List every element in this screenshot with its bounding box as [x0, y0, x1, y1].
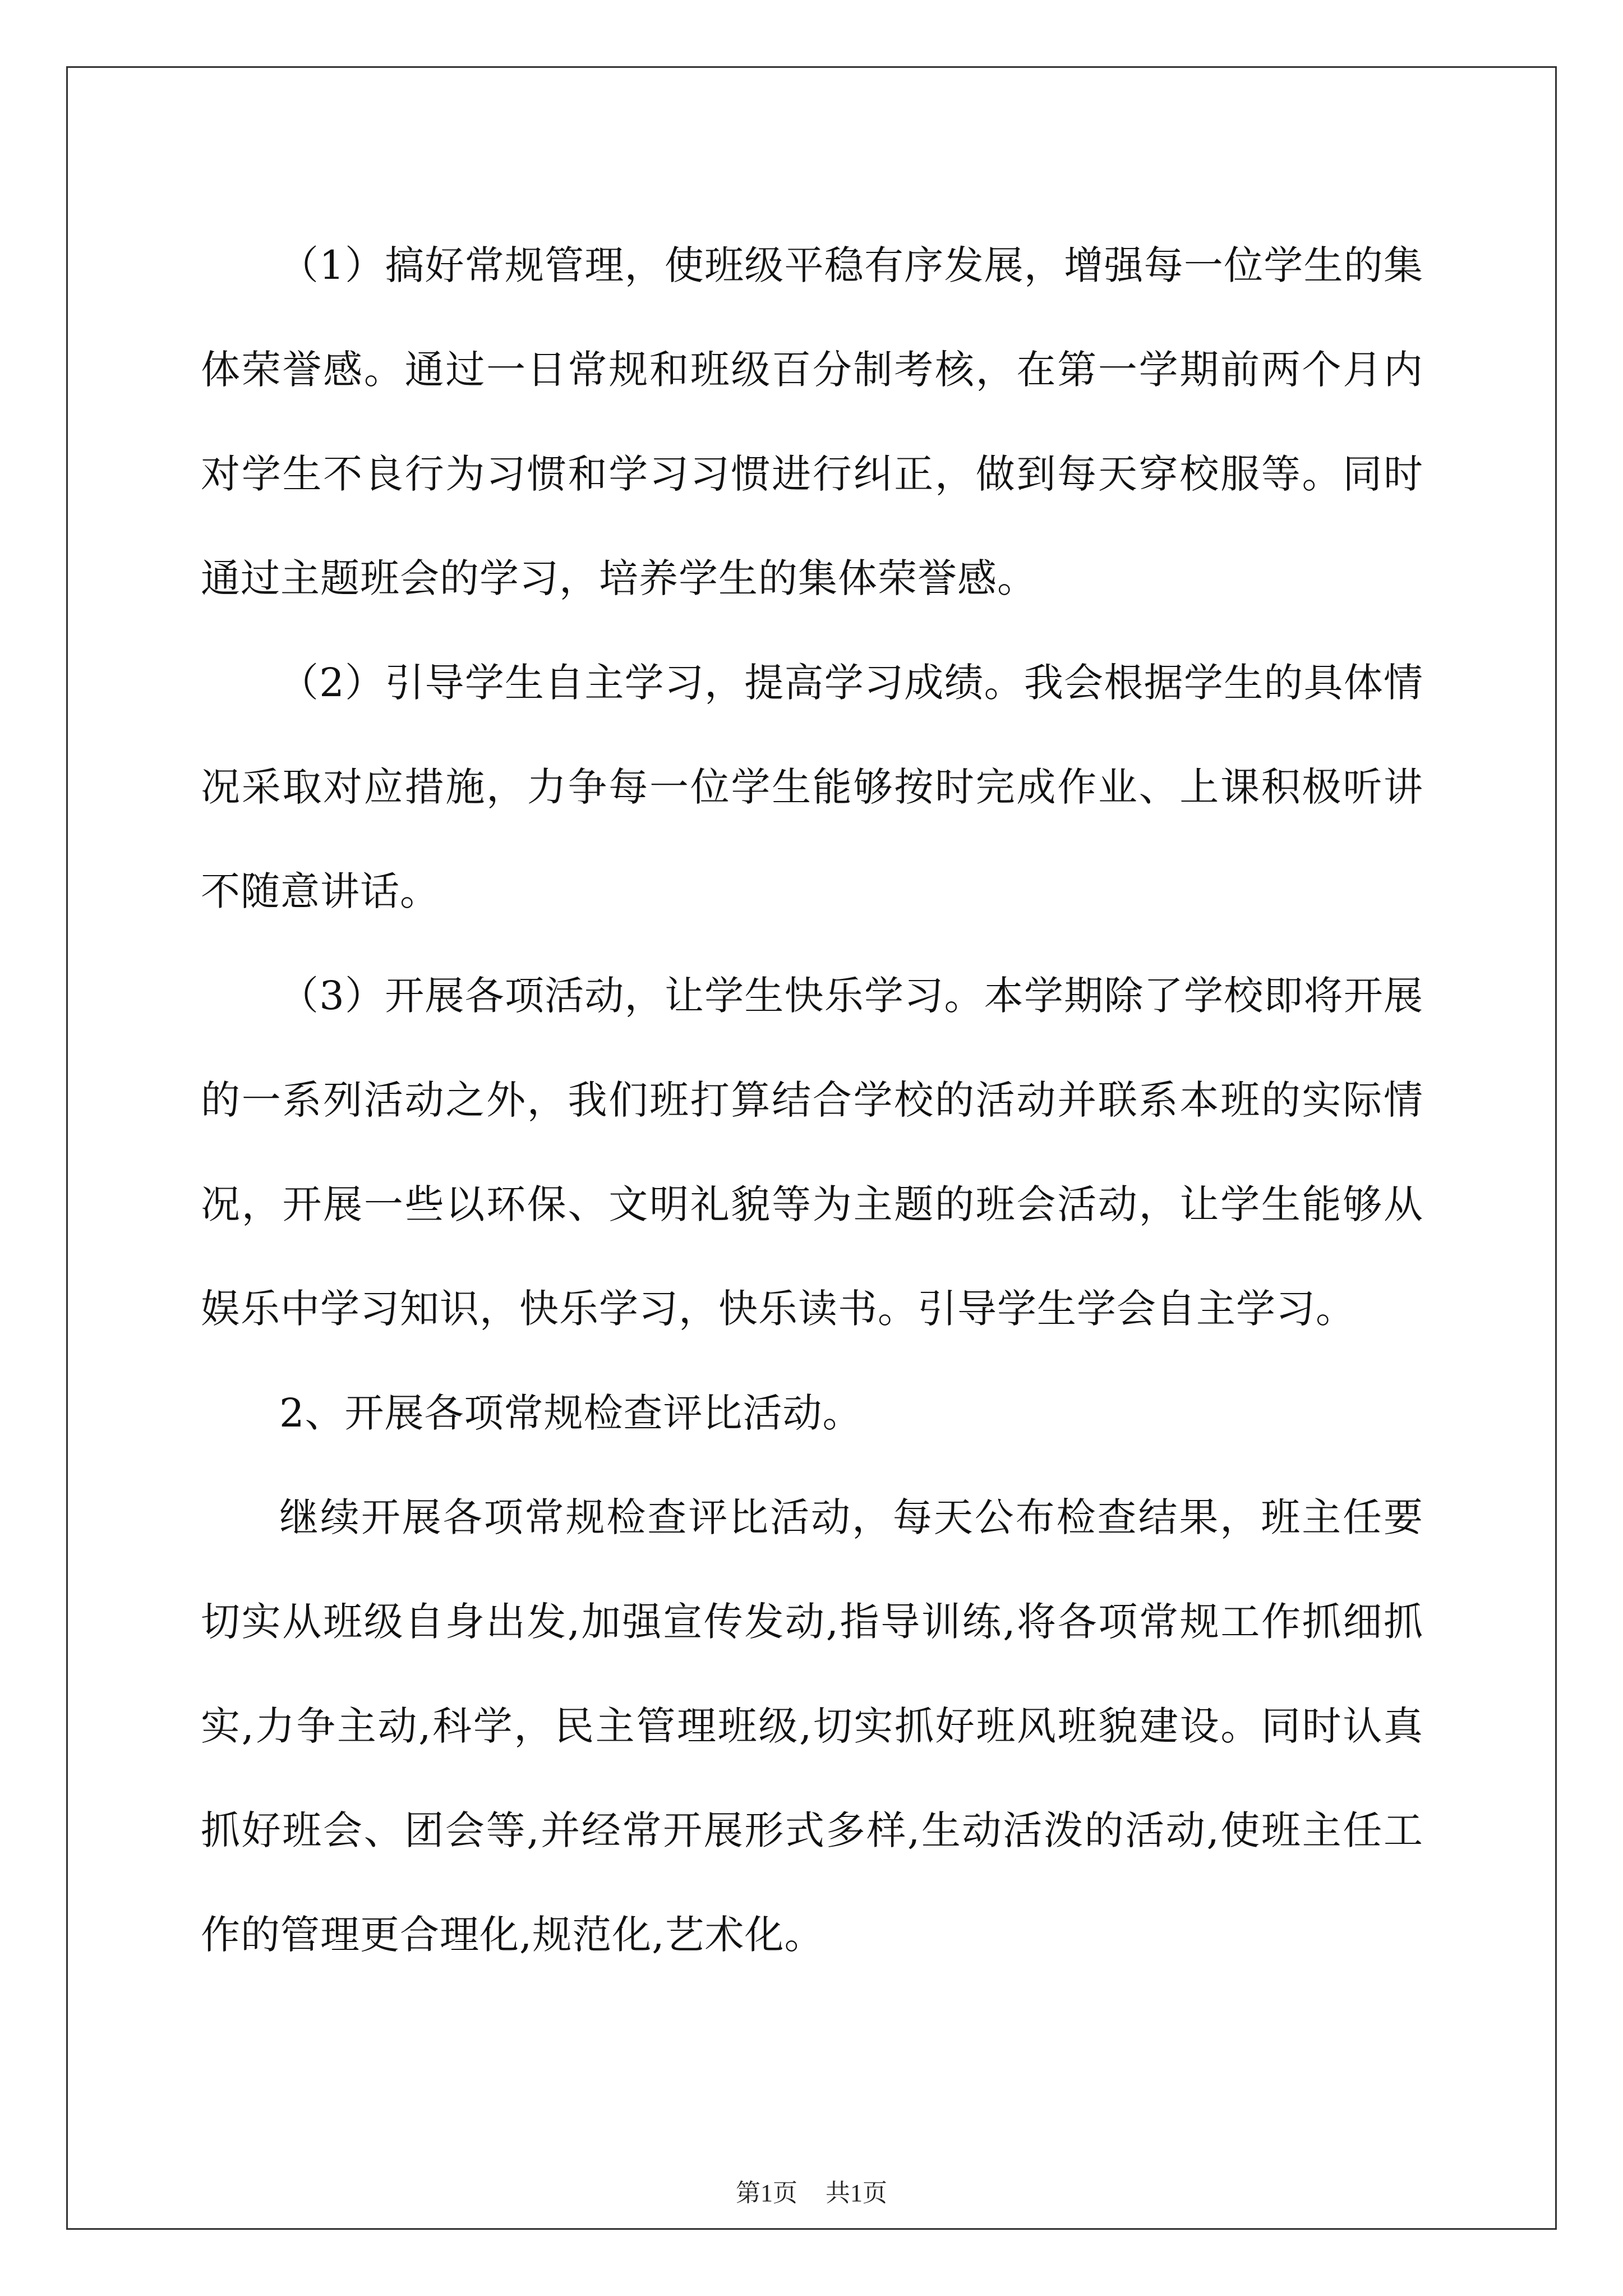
paragraph-3: （3）开展各项活动，让学生快乐学习。本学期除了学校即将开展的一系列活动之外，我们班打算结合学校的活动并联系本班的实际情况，开展一些以环保、文明礼貌等为主题的班会活动，让学生能够从娱乐中学习知识，快乐学习，快乐读书。引导学生学会自主学习。: [201, 973, 1423, 1332]
page-footer: [0, 2177, 1623, 2210]
document-body: [201, 213, 1423, 1987]
section-heading: 2、开展各项常规检查评比活动。: [279, 1390, 863, 1436]
paragraph-2: （2）引导学生自主学习，提高学习成绩。我会根据学生的具体情况采取对应措施，力争每一位学生能够按时完成作业、上课积极听讲不随意讲话。: [201, 660, 1423, 914]
page-number-total: 共1页: [826, 2179, 887, 2207]
paragraph-1: （1）搞好常规管理，使班级平稳有序发展，增强每一位学生的集体荣誉感。通过一日常规和班级百分制考核，在第一学期前两个月内对学生不良行为习惯和学习习惯进行纠正，做到每天穿校服等。同时通过主题班会的学习，培养学生的集体荣誉感。: [201, 242, 1423, 601]
paragraph-5: 继续开展各项常规检查评比活动，每天公布检查结果，班主任要切实从班级自身出发,加强宣传发动,指导训练,将各项常规工作抓细抓实,力争主动,科学，民主管理班级,切实抓好班风班貌建设。同时认真抓好班会、团会等,并经常开展形式多样,生动活泼的活动,使班主任工作的管理更合理化,规范化,艺术化。: [201, 1494, 1423, 1958]
page-number-current: 第1页: [736, 2179, 797, 2207]
